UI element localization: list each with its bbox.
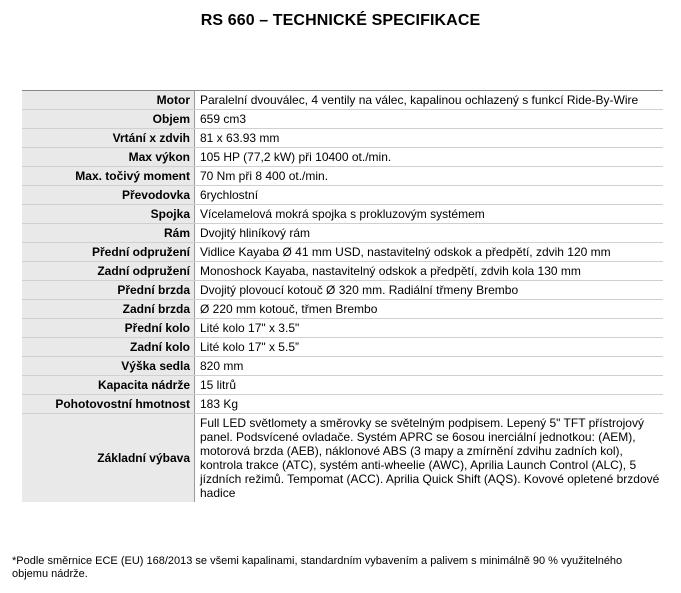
spec-row-vyska-sedla: [22, 357, 663, 376]
spec-row-prevodovka: [22, 186, 663, 205]
spec-label: Vrtání x zdvih: [22, 129, 195, 148]
spec-row-max-vykon: [22, 148, 663, 167]
spec-table: [22, 90, 663, 502]
spec-label: Objem: [22, 110, 195, 129]
spec-value: Ø 220 mm kotouč, třmen Brembo: [195, 300, 664, 319]
spec-value: Lité kolo 17" x 5.5”: [195, 338, 664, 357]
spec-row-objem: [22, 110, 663, 129]
spec-value: 659 cm3: [195, 110, 664, 129]
spec-value: Vidlice Kayaba Ø 41 mm USD, nastavitelný odskok a předpětí, zdvih 120 mm: [195, 243, 664, 262]
spec-label: Zadní brzda: [22, 300, 195, 319]
spec-row-motor: [22, 91, 663, 110]
spec-label: Rám: [22, 224, 195, 243]
spec-label: Přední brzda: [22, 281, 195, 300]
spec-label: Spojka: [22, 205, 195, 224]
spec-value: Lité kolo 17" x 3.5": [195, 319, 664, 338]
spec-row-predni-brzda: [22, 281, 663, 300]
spec-value: 70 Nm při 8 400 ot./min.: [195, 167, 664, 186]
spec-value: 15 litrů: [195, 376, 664, 395]
spec-value: Dvojitý hliníkový rám: [195, 224, 664, 243]
spec-row-kapacita-nadrze: [22, 376, 663, 395]
spec-value: Paralelní dvouválec, 4 ventily na válec, kapalinou ochlazený s funkcí Ride-By-Wire: [195, 91, 664, 110]
spec-label: Motor: [22, 91, 195, 110]
footnote: *Podle směrnice ECE (EU) 168/2013 se všemi kapalinami, standardním vybavením a palivem s minimálně 90 % využitelného objemu nádrže.: [12, 555, 623, 580]
spec-value: 105 HP (77,2 kW) při 10400 ot./min.: [195, 148, 664, 167]
spec-label: Zadní odpružení: [22, 262, 195, 281]
spec-row-hmotnost: [22, 395, 663, 414]
spec-value: 81 x 63.93 mm: [195, 129, 664, 148]
spec-value: 183 Kg: [195, 395, 664, 414]
spec-value: Dvojitý plovoucí kotouč Ø 320 mm. Radiální třmeny Brembo: [195, 281, 664, 300]
spec-row-ram: [22, 224, 663, 243]
spec-label: Výška sedla: [22, 357, 195, 376]
spec-row-predni-odpruzeni: [22, 243, 663, 262]
spec-row-tocivy-moment: [22, 167, 663, 186]
spec-row-spojka: [22, 205, 663, 224]
spec-label: Převodovka: [22, 186, 195, 205]
spec-label: Přední kolo: [22, 319, 195, 338]
spec-row-zakladni-vybava: [22, 414, 663, 503]
spec-row-vrtani: [22, 129, 663, 148]
spec-value: Monoshock Kayaba, nastavitelný odskok a předpětí, zdvih kola 130 mm: [195, 262, 664, 281]
spec-label: Max výkon: [22, 148, 195, 167]
spec-label: Základní výbava: [22, 414, 195, 503]
spec-value: Vícelamelová mokrá spojka s prokluzovým systémem: [195, 205, 664, 224]
spec-label: Přední odpružení: [22, 243, 195, 262]
spec-label: Kapacita nádrže: [22, 376, 195, 395]
spec-row-predni-kolo: [22, 319, 663, 338]
page-title: RS 660 – TECHNICKÉ SPECIFIKACE: [200, 12, 481, 29]
spec-label: Zadní kolo: [22, 338, 195, 357]
spec-row-zadni-brzda: [22, 300, 663, 319]
spec-row-zadni-odpruzeni: [22, 262, 663, 281]
spec-label: Pohotovostní hmotnost: [22, 395, 195, 414]
spec-label: Max. točivý moment: [22, 167, 195, 186]
spec-row-zadni-kolo: [22, 338, 663, 357]
spec-value: 820 mm: [195, 357, 664, 376]
spec-value: Full LED světlomety a směrovky se světelným podpisem. Lepený 5" TFT přístrojový panel. Podsvícené ovladače. Systém APRC se 6osou inerciální jednotkou: (AEM), motorová brzda (AEB), náklonové ABS (3 mapy a zmírnění zdvihu zadních kol), kontrola trakce (ATC), systém anti-wheelie (AWC), Aprilia Launch Control (ALC), 5 jízdních režimů. Tempomat (ACC). Aprilia Quick Shift (AQS). Kovové opletené brzdové hadice: [195, 414, 664, 503]
spec-value: 6rychlostní: [195, 186, 664, 205]
